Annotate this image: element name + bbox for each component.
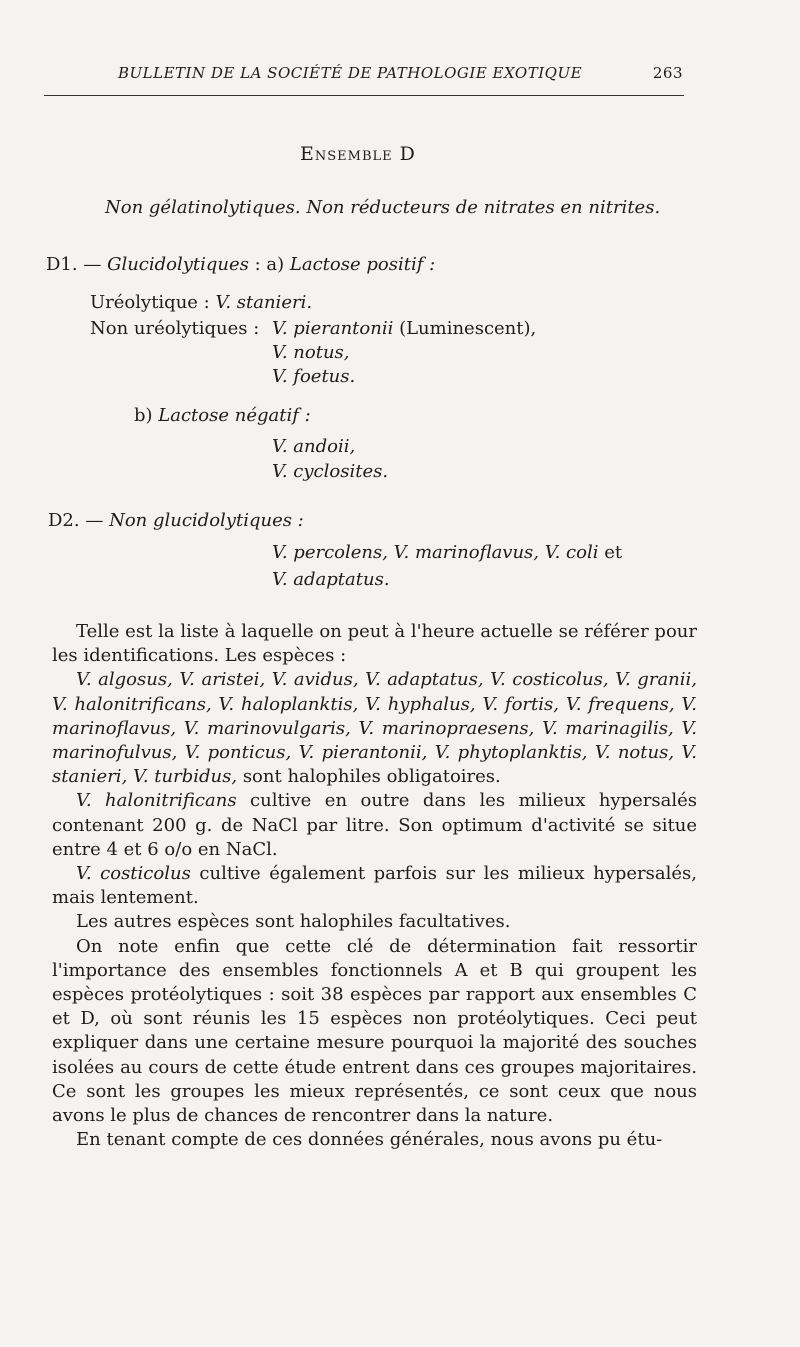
nonureo-species-2: V. notus, — [272, 342, 350, 363]
nonureo-species-1: V. pierantonii — [272, 318, 394, 339]
d2-heading-line — [48, 510, 304, 531]
paragraph-3-rest: cultive en outre dans les milieux hypersalés contenant 200 g. de NaCl par litre. Son optimum d'activité se situe entre 4 et 6 o/o en NaCl. — [52, 790, 697, 860]
d1-heading-line — [46, 254, 435, 275]
d2-species-1: V. percolens, V. marinoflavus, V. coli — [272, 542, 599, 563]
nonureo-species-3: V. foetus. — [272, 366, 356, 387]
paragraph-4 — [52, 862, 697, 910]
b-species-2: V. cyclosites. — [272, 461, 389, 482]
d1-sub-a: Lactose positif : — [289, 254, 436, 275]
section-subtitle: Non gélatinolytiques. Non réducteurs de nitrates en nitrites. — [105, 197, 661, 218]
paragraph-2 — [52, 668, 697, 789]
sub-b-label: b) — [134, 405, 159, 426]
paragraph-2-species: V. algosus, V. aristei, V. avidus, V. adaptatus, V. costicolus, V. granii, V. halonitrificans, V. haloplanktis, V. hyphalus, V. fortis, V. frequens, V. marinoflavus, V. marinovulgaris, V. marinopraesens, V. marinagilis, V. marinofulvus, V. ponticus, V. pierantonii, V. phytoplanktis, V. notus, V. stanieri, V. turbidus, — [52, 669, 697, 788]
d2-species-line-1 — [272, 542, 622, 563]
paragraph-4-species: V. costicolus — [76, 863, 191, 885]
ureo-label: Uréolytique : — [90, 292, 216, 313]
ureo-line — [90, 292, 312, 313]
header-rule — [44, 95, 684, 96]
nonureo-species-1-line — [272, 318, 536, 339]
d1-heading: Glucidolytiques — [107, 254, 249, 275]
paragraph-4-rest: cultive également parfois sur les milieux hypersalés, mais lentement. — [52, 863, 698, 909]
nonureo-label: Non uréolytiques : — [90, 318, 260, 339]
nonureo-line — [90, 318, 259, 339]
nonureo-species-1-note: (Luminescent), — [393, 318, 537, 339]
sub-b: Lactose négatif : — [158, 405, 311, 426]
paragraph-1: Telle est la liste à laquelle on peut à l'heure actuelle se référer pour les identifications. Les espèces : — [52, 621, 697, 667]
d2-species-line-2: V. adaptatus. — [272, 569, 390, 590]
d2-species-conj: et — [598, 542, 623, 563]
page-number: 263 — [652, 64, 683, 82]
paragraph-2-rest: sont halophiles obligatoires. — [237, 766, 501, 788]
paragraph-3-species: V. halonitrificans — [76, 790, 237, 812]
sub-b-line — [134, 405, 311, 426]
d1-colon: : a) — [248, 254, 290, 275]
section-title: Ensemble D — [300, 143, 416, 165]
d2-label: D2. — — [48, 510, 104, 531]
paragraph-7: En tenant compte de ces données générales, nous avons pu étu- — [76, 1129, 663, 1151]
paragraph-3 — [52, 789, 697, 862]
b-species-1: V. andoii, — [272, 436, 356, 457]
running-title: BULLETIN DE LA SOCIÉTÉ DE PATHOLOGIE EXOTIQUE — [118, 64, 583, 82]
ureo-species: V. stanieri. — [215, 292, 313, 313]
d1-label: D1. — — [46, 254, 102, 275]
d2-heading: Non glucidolytiques : — [109, 510, 304, 531]
body-text — [52, 620, 697, 1152]
paragraph-5: Les autres espèces sont halophiles facultatives. — [76, 911, 511, 933]
running-header — [118, 64, 683, 82]
paragraph-6: On note enfin que cette clé de détermination fait ressortir l'importance des ensembles fonctionnels A et B qui groupent les espèces protéolytiques : soit 38 espèces par rapport aux ensembles C et D, où sont réunis les 15 espèces non protéolytiques. Ceci peut expliquer dans une certaine mesure pourquoi la majorité des souches isolées au cours de cette étude entrent dans ces groupes majoritaires. Ce sont les groupes les mieux représentés, ce sont ceux que nous avons le plus de chances de rencontrer dans la nature. — [52, 935, 697, 1127]
